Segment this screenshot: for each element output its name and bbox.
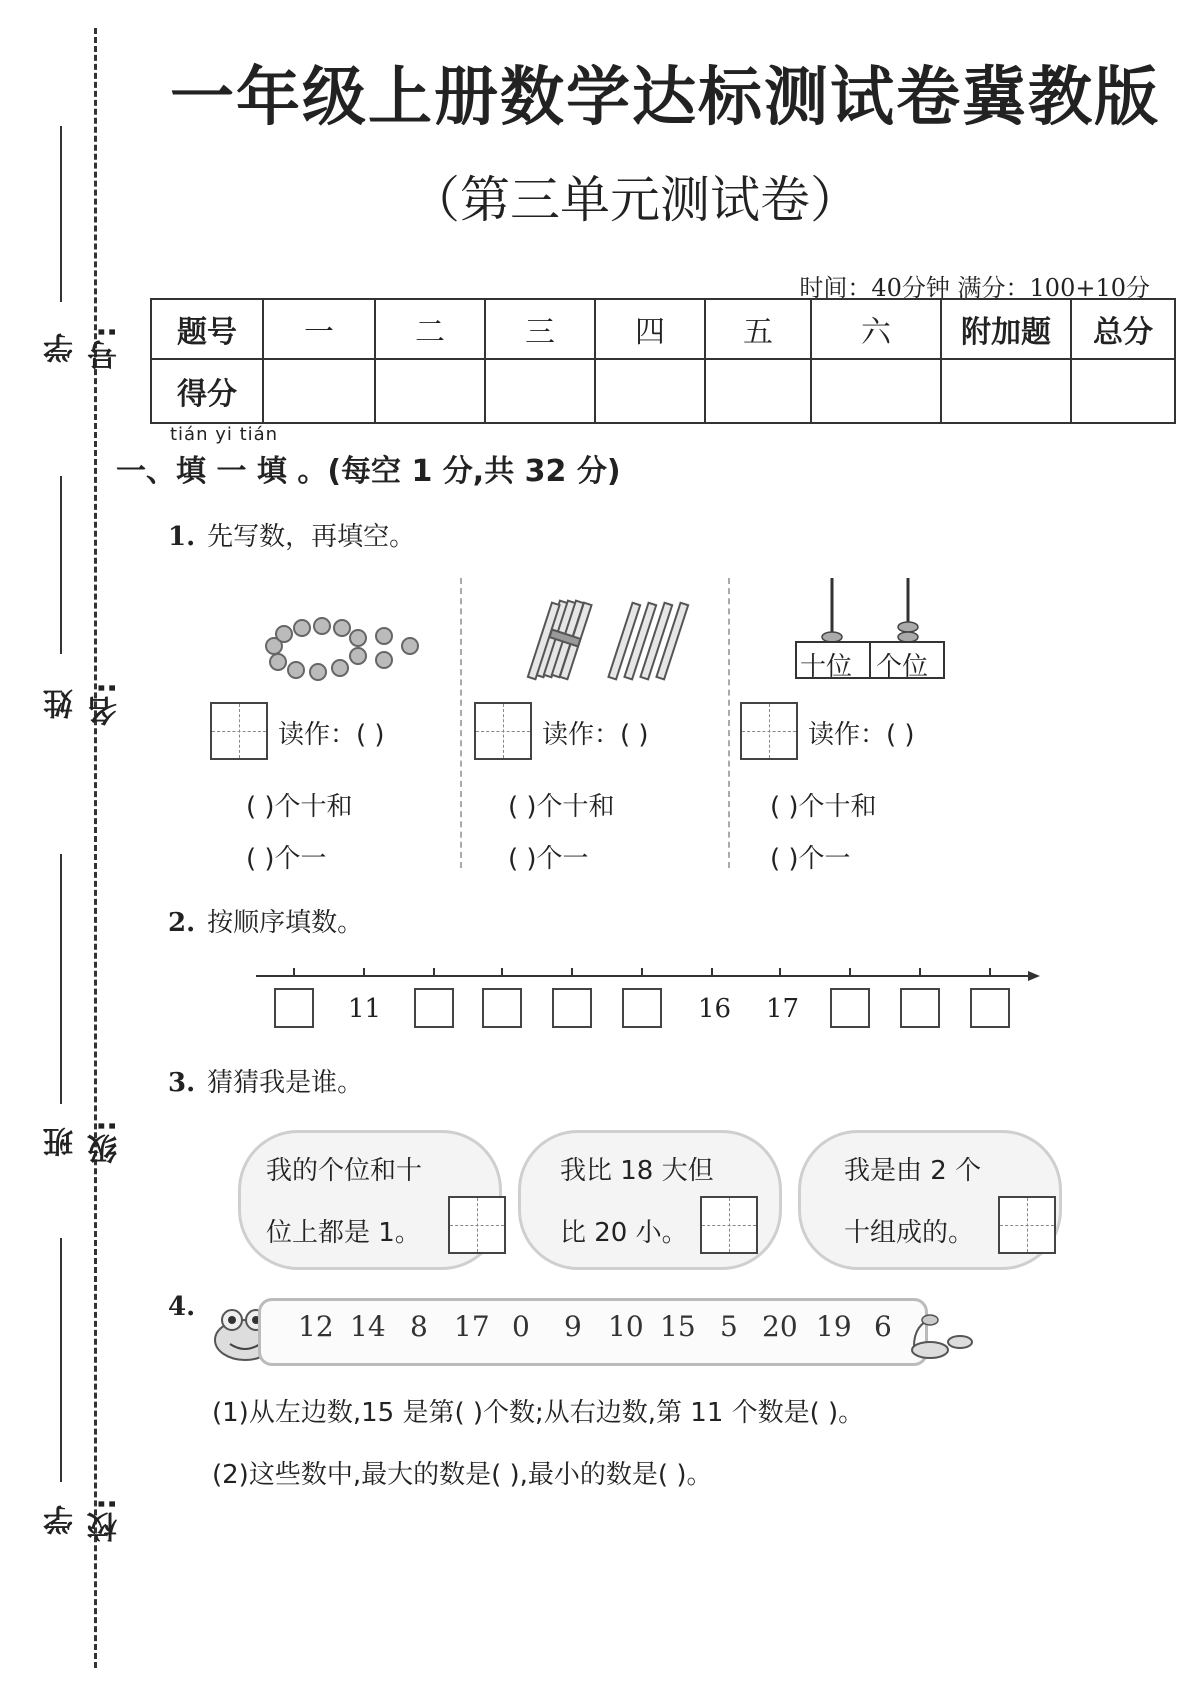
strip-number: 20 (762, 1310, 798, 1343)
strip-number: 8 (410, 1310, 428, 1343)
question-4 (168, 1292, 207, 1322)
strip-number: 14 (350, 1310, 386, 1343)
riddle-line: 我比 18 大但 (560, 1156, 714, 1186)
answer-box[interactable] (274, 988, 314, 1028)
student-no-line (60, 126, 62, 302)
class-label: 班级: (44, 1118, 123, 1164)
column-divider (728, 578, 730, 868)
lily-pad-icon (900, 1312, 980, 1362)
name-label: 姓名: (44, 680, 123, 726)
tens-text: ( )个十和 (508, 792, 615, 822)
score-table (150, 298, 1176, 424)
score-column-2: 二 (375, 299, 485, 359)
question-number: 3. (168, 1068, 196, 1098)
binding-dashed-line (94, 28, 97, 1668)
answer-box[interactable] (830, 988, 870, 1028)
riddle-answer-box[interactable] (998, 1196, 1056, 1254)
ones-text: ( )个一 (246, 844, 327, 874)
section-pinyin: tián yi tián (170, 424, 279, 445)
question-text: 猜猜我是谁。 (207, 1068, 364, 1098)
number-line-label: 17 (766, 994, 800, 1024)
score-cell[interactable] (375, 359, 485, 423)
score-column-4: 四 (595, 299, 705, 359)
beads-illustration (250, 612, 430, 684)
read-as-text: 读作：( ) (278, 720, 385, 750)
score-cell[interactable] (485, 359, 595, 423)
read-as-text: 读作：( ) (542, 720, 649, 750)
score-column-1: 一 (263, 299, 375, 359)
riddle-line: 我是由 2 个 (844, 1156, 982, 1186)
score-column-5: 五 (705, 299, 811, 359)
strip-number: 0 (512, 1310, 530, 1343)
student-no-label: 学号: (44, 324, 123, 370)
write-number-box[interactable] (210, 702, 268, 760)
number-line (254, 964, 1044, 988)
question-text: 先写数，再填空。 (207, 522, 416, 552)
column-divider (460, 578, 462, 868)
question-number: 1. (168, 522, 196, 552)
score-row-label: 得分 (151, 359, 263, 423)
strip-number: 6 (874, 1310, 892, 1343)
ones-text: ( )个一 (770, 844, 851, 874)
class-line (60, 854, 62, 1104)
question-3 (168, 1062, 363, 1099)
score-cell[interactable] (1071, 359, 1175, 423)
answer-box[interactable] (482, 988, 522, 1028)
strip-number: 19 (816, 1310, 852, 1343)
score-cell[interactable] (811, 359, 941, 423)
write-number-box[interactable] (474, 702, 532, 760)
question-number: 4. (168, 1292, 196, 1322)
score-cell[interactable] (263, 359, 375, 423)
strip-number: 9 (564, 1310, 582, 1343)
question-4-part-1: (1)从左边数,15 是第( )个数;从右边数,第 11 个数是( )。 (212, 1398, 865, 1428)
answer-box[interactable] (970, 988, 1010, 1028)
score-cell[interactable] (705, 359, 811, 423)
tens-text: ( )个十和 (770, 792, 877, 822)
strip-number: 17 (454, 1310, 490, 1343)
exam-info: 时间：40分钟 满分：100+10分 (799, 274, 1150, 302)
answer-box[interactable] (622, 988, 662, 1028)
score-column-bonus: 附加题 (941, 299, 1071, 359)
riddle-answer-box[interactable] (448, 1196, 506, 1254)
score-column-6: 六 (811, 299, 941, 359)
page-subtitle: （第三单元测试卷） (410, 171, 860, 229)
score-cell[interactable] (595, 359, 705, 423)
sticks-illustration (520, 598, 690, 686)
riddle-answer-box[interactable] (700, 1196, 758, 1254)
number-line-label: 16 (698, 994, 732, 1024)
ones-text: ( )个一 (508, 844, 589, 874)
question-4-part-2: (2)这些数中,最大的数是( ),最小的数是( )。 (212, 1460, 713, 1490)
read-as-text: 读作：( ) (808, 720, 915, 750)
answer-box[interactable] (900, 988, 940, 1028)
school-label: 学校: (44, 1496, 123, 1542)
riddle-line: 我的个位和十 (266, 1156, 423, 1186)
number-line-label: 11 (348, 994, 382, 1024)
strip-number: 12 (298, 1310, 334, 1343)
tens-text: ( )个十和 (246, 792, 353, 822)
write-number-box[interactable] (740, 702, 798, 760)
strip-number: 10 (608, 1310, 644, 1343)
section-title: 一、填 一 填 。(每空 1 分,共 32 分) (116, 454, 621, 489)
answer-box[interactable] (414, 988, 454, 1028)
name-line (60, 476, 62, 654)
question-2 (168, 902, 363, 939)
page-title: 一年级上册数学达标测试卷冀教版 (170, 60, 1160, 135)
question-text: 按顺序填数。 (207, 908, 364, 938)
abacus-ones-label: 个位 (876, 652, 929, 682)
question-1 (168, 516, 415, 553)
strip-number: 15 (660, 1310, 696, 1343)
school-line (60, 1238, 62, 1482)
riddle-line: 位上都是 1。 (266, 1218, 421, 1248)
riddle-line: 十组成的。 (844, 1218, 975, 1248)
score-header-label: 题号 (151, 299, 263, 359)
score-column-3: 三 (485, 299, 595, 359)
question-number: 2. (168, 908, 196, 938)
answer-box[interactable] (552, 988, 592, 1028)
strip-number: 5 (720, 1310, 738, 1343)
abacus-tens-label: 十位 (800, 652, 853, 682)
riddle-line: 比 20 小。 (560, 1218, 688, 1248)
score-column-total: 总分 (1071, 299, 1175, 359)
score-cell[interactable] (941, 359, 1071, 423)
